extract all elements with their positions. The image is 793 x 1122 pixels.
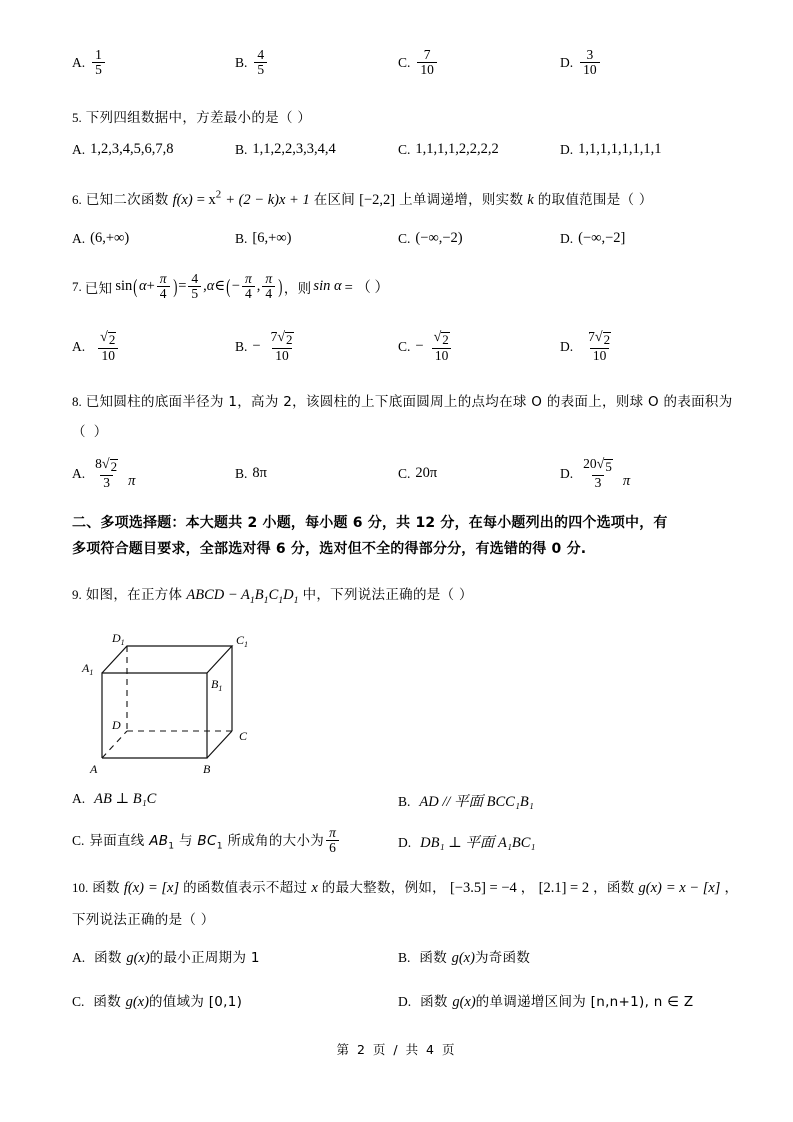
option-a-fraction: $\frac{1}{5}$ [92,48,105,77]
q7-options-row [72,330,785,374]
option-b-label: B. [235,465,248,481]
option-d-label: D. [560,54,574,70]
range-upper-fraction: $\frac{\pi}{4}$ [262,272,275,301]
option-a-prefix: 函数 [94,950,127,966]
option-d[interactable] [560,48,602,77]
q9-option-a[interactable] [72,790,156,808]
comma-1: , [203,278,207,295]
q10-option-d[interactable] [398,990,693,1011]
option-c-value: 20π [415,465,438,481]
option-d-suffix: 的单调递增区间为 [n,n+1), n ∈ Z [475,994,694,1010]
option-b-label: B. [235,54,248,70]
vertex-label-B: B [203,762,211,776]
question-8-text-line1: 已知圆柱的底面半径为 1，高为 2，该圆柱的上下底面圆周上的点均在球 O 的表面上，则球 O 的表面积为 [85,394,733,410]
option-d[interactable] [560,230,625,247]
option-c-sign: − [415,338,424,355]
cube-name: ABCD − $A_1B_1C_1D_1$ [186,587,299,606]
question-8-stem-line2 [72,420,109,441]
option-d-fraction: $\frac{3}{10}$ [580,48,600,77]
question-6-number: 6. [72,192,82,207]
close-paren-2: ) [278,275,283,298]
option-c-label: C. [398,141,411,157]
pi-over-4-fraction: $\frac{\pi}{4}$ [157,272,170,301]
option-c-fraction: $\frac{\pi}{6}$ [326,826,339,855]
option-c-label: C. [398,465,411,481]
option-a-pi: π [128,473,136,490]
q5-options-row [72,141,785,163]
option-a-label: A. [72,791,86,806]
option-d-label: D. [398,994,412,1009]
option-b[interactable] [235,141,336,158]
option-a[interactable] [72,230,129,247]
question-9-number: 9. [72,587,82,602]
option-a-label: A. [72,230,86,246]
option-a[interactable] [72,141,174,158]
option-a-label: A. [72,54,86,70]
vertex-label-B1: $B_1$ [211,677,223,693]
variable-k: k [527,192,534,208]
floor-definition: = [x] [147,880,180,896]
option-c-label: C. [72,832,85,848]
vertex-label-C1: $C_1$ [236,633,249,649]
option-a-value: (6,+∞) [90,230,130,246]
vertex-label-A: A [90,762,98,776]
option-b-value: [6,+∞) [252,230,292,246]
question-8-number: 8. [72,394,82,409]
q4-options-row [72,48,785,92]
alpha-symbol: α [138,278,147,295]
option-c-fraction: √ 2 10 [431,330,453,363]
option-d-label: D. [560,230,574,246]
option-a-fraction: 8 √ 2 3 [95,456,118,490]
g-definition: = x − [x] [665,880,721,896]
q10-option-c[interactable] [72,990,242,1011]
vertex-label-A1: $A_1$ [82,661,94,677]
q8-options-row [72,457,785,501]
option-a-suffix: 的最小正周期为 1 [149,950,260,966]
cube-figure [72,618,282,778]
sin-alpha: sin α [313,278,342,295]
section-2-line1: 二、多项选择题：本大题共 2 小题，每小题 6 分，共 12 分，在每小题列出的四个选项中，有 [72,515,668,531]
square-root-c: √ 2 [433,330,449,347]
option-a-label: A. [72,950,86,965]
q6-options-row [72,230,785,254]
option-a-function: g(x) [126,950,150,966]
example-2: [2.1] = 2 [538,880,590,896]
question-7-text-part1: 已知 [84,280,113,297]
question-10-stem-line2 [72,908,215,929]
q10-option-a[interactable] [72,946,260,967]
option-a-label: A. [72,141,86,157]
question-6-text-part3: 上单调递增，则实数 [399,192,524,208]
option-d-label: D. [560,465,574,481]
range-lower-fraction: $\frac{\pi}{4}$ [242,272,255,301]
option-c[interactable] [398,48,439,77]
option-b-value: AD // 平面 BCC₁B₁ [419,794,534,810]
option-b[interactable] [235,465,267,482]
section-2-header [72,510,732,562]
variable-x: x [311,880,318,896]
option-b[interactable] [235,330,299,363]
question-6-text-part4: 的取值范围是（ ） [537,192,653,208]
option-c-value: 异面直线 $AB_1$ 与 $BC_1$ 所成角的大小为 [89,833,325,853]
question-8-stem-line1 [72,390,733,411]
option-a-label: A. [72,465,86,481]
question-10-number: 10. [72,880,89,895]
option-c-label: C. [398,338,411,354]
question-10-text-a: 函数 [92,880,120,896]
option-c-label: C. [398,230,411,246]
question-10-stem-line1 [72,876,738,897]
comma-sep: ， [520,880,535,896]
square-root-d: √ 2 [594,330,611,347]
option-b-label: B. [398,794,411,809]
open-paren: ( [133,275,138,298]
option-b-function: g(x) [451,950,475,966]
option-d-prefix: 函数 [420,994,453,1010]
option-b[interactable] [235,48,269,77]
equals-blank: = （ ） [344,280,390,297]
option-d-fraction: 20 √ 5 3 [583,456,612,490]
cube-svg [72,618,282,778]
option-c-fraction: $\frac{7}{10}$ [417,48,437,77]
q9-option-c[interactable] [72,826,341,855]
question-9-text-part1: 如图，在正方体 [85,587,183,603]
four-fifths-fraction: $\frac{4}{5}$ [188,272,201,301]
equals-sign: = [178,278,187,295]
question-5-number: 5. [72,110,82,125]
option-a[interactable] [72,330,121,363]
option-b-suffix: 为奇函数 [474,950,531,966]
option-b-label: B. [235,141,248,157]
option-c[interactable] [398,230,463,247]
question-7-text-part2: ，则 [283,280,312,297]
option-b-value: 8π [252,465,267,481]
sine-operator: sin [115,278,133,295]
close-paren: ) [172,275,177,298]
question-6-text-part2: 在区间 [313,192,356,208]
option-a-value: AB ⊥ B₁C [94,791,157,807]
page-number-text: 第 2 页 / 共 4 页 [336,1042,457,1057]
question-10-text-line2: 下列说法正确的是（ ） [72,912,215,928]
option-c[interactable] [398,465,437,482]
interval-value: [−2,2] [359,192,396,208]
answer-blank-parens: （ ） [72,424,110,440]
option-b-fraction: $\frac{4}{5}$ [254,48,267,77]
question-5-stem [72,106,311,127]
option-a-coefficient: 8 [95,456,102,471]
vertex-label-D: D [112,718,121,732]
exponent-2: 2 [215,188,222,201]
option-b-label: B. [235,338,248,354]
example-1: [−3.5] = −4 [449,880,517,896]
option-c-value: 1,1,1,1,2,2,2,2 [415,141,499,157]
question-10-text-d: ，函数 [593,880,635,896]
option-d-coefficient: 7 [588,329,595,344]
option-b-value: 1,1,2,2,3,3,4,4 [252,141,336,157]
plus-sign: + [146,278,155,295]
option-c-suffix: 的值域为 [0,1) [148,994,243,1010]
option-c-function: g(x) [125,994,149,1010]
question-9-stem [72,583,473,606]
trailing-comma: ， [724,880,739,896]
option-a[interactable] [72,48,107,77]
option-b[interactable] [235,230,291,247]
option-b-label: B. [398,950,411,965]
vertex-label-C: C [239,729,248,743]
square-root-d: √ 5 [596,457,612,474]
question-5-text: 下列四组数据中，方差最小的是（ ） [85,110,312,126]
option-d-pi: π [622,473,631,490]
option-c-value: (−∞,−2) [415,230,463,246]
question-6-text-part1: 已知二次函数 [85,192,169,208]
option-d-value: DB₁ ⊥ 平面 A₁BC₁ [420,835,536,851]
option-a-fraction: √ 2 10 [97,330,119,363]
element-of-symbol: ∈ [214,278,226,295]
option-c-prefix: 函数 [93,994,126,1010]
q9-option-b[interactable] [398,790,534,811]
option-d-coefficient: 20 [583,456,597,471]
q10-option-b[interactable] [398,946,530,967]
open-paren-2: ( [226,275,231,298]
option-b-label: B. [235,230,248,246]
option-a-value: 1,2,3,4,5,6,7,8 [90,141,174,157]
section-2-line2: 多项符合题目要求，全部选对得 6 分，选对但不全的得部分分，有选错的得 0 分. [72,541,587,557]
question-10-text-c: 的最大整数，例如， [321,880,446,896]
option-c[interactable] [398,330,455,363]
square-root-b: √ 2 [277,330,293,347]
option-d-value: (−∞,−2] [578,230,626,246]
option-d[interactable] [560,457,630,490]
alpha-symbol-2: α [206,278,215,295]
option-d-label: D. [560,141,574,157]
option-d-label: D. [398,835,412,850]
option-c-label: C. [72,994,85,1009]
minus-sign: − [231,278,240,295]
vertex-label-D1: $D_1$ [112,631,125,647]
option-d-fraction: 7 √ 2 10 [588,329,611,363]
question-7-number: 7. [72,278,82,294]
square-root-a: √ 2 [101,457,118,474]
option-c[interactable] [398,141,499,158]
equals-x: = x [196,192,216,208]
option-d[interactable] [560,141,662,158]
option-b-fraction: 7 √ 2 10 [270,329,293,363]
option-d[interactable] [560,330,616,363]
option-b-prefix: 函数 [419,950,452,966]
option-d-function: g(x) [452,994,476,1010]
option-a-label: A. [72,338,86,354]
function-g: g(x) [638,880,662,896]
page-footer [0,1040,793,1058]
square-root-a: √ 2 [100,330,116,347]
option-d-label: D. [560,338,574,354]
question-10-text-b: 的函数值表示不超过 [183,880,308,896]
function-f: f(x) [123,880,144,896]
function-notation: f(x) [172,192,193,208]
option-d-value: 1,1,1,1,1,1,1,1 [578,141,662,157]
question-7-stem [72,272,389,301]
question-9-text-part2: 中，下列说法正确的是（ ） [302,587,473,603]
option-b-coefficient: 7 [270,329,278,344]
option-b-sign: − [252,338,261,355]
q9-option-d[interactable] [398,831,535,852]
question-6-stem [72,188,653,209]
option-a[interactable] [72,457,135,490]
option-c-label: C. [398,54,411,70]
polynomial-tail: + (2 − k)x + 1 [225,192,310,208]
comma-2: , [256,278,261,295]
